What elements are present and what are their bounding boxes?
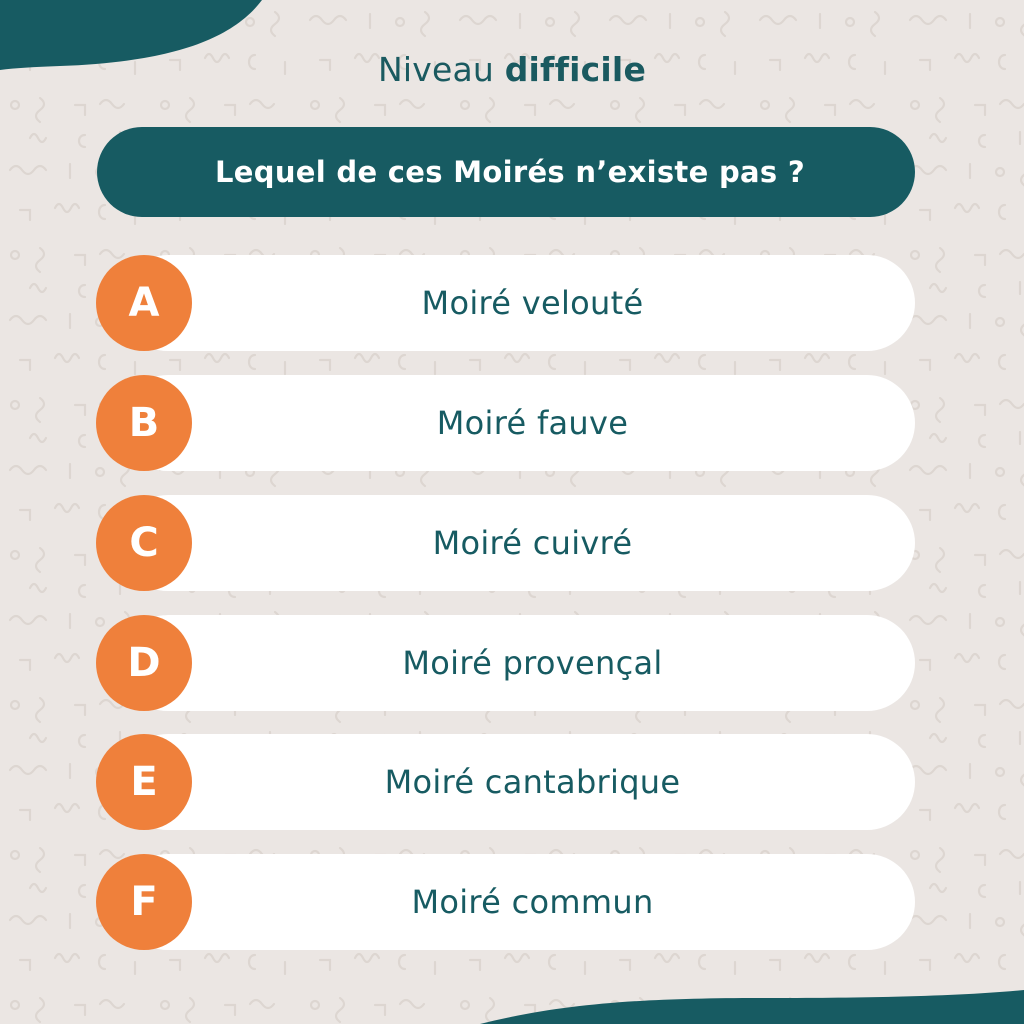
answer-option-f[interactable] (120, 854, 915, 950)
answer-letter-badge-a[interactable]: A (96, 255, 192, 351)
answer-option-label: Moiré provençal (402, 644, 663, 682)
answer-letter-badge-b[interactable]: B (96, 375, 192, 471)
question-text: Lequel de ces Moirés n’existe pas ? (215, 155, 805, 189)
answer-option-b[interactable] (120, 375, 915, 471)
answer-option-a[interactable] (120, 255, 915, 351)
question-banner (97, 127, 915, 217)
answer-option-label: Moiré commun (411, 883, 654, 921)
difficulty-level-heading (0, 50, 1024, 89)
answer-option-label: Moiré fauve (436, 404, 629, 442)
answer-letter-badge-f[interactable]: F (96, 854, 192, 950)
level-value: difficile (504, 50, 647, 89)
answer-letter-badge-d[interactable]: D (96, 615, 192, 711)
answer-letter-badge-e[interactable]: E (96, 734, 192, 830)
answer-letter-badge-c[interactable]: C (96, 495, 192, 591)
level-prefix: Niveau (377, 50, 494, 89)
answer-option-e[interactable] (120, 734, 915, 830)
answer-option-c[interactable] (120, 495, 915, 591)
answer-option-label: Moiré cantabrique (384, 763, 681, 801)
answer-option-d[interactable] (120, 615, 915, 711)
answer-option-label: Moiré cuivré (432, 524, 633, 562)
answer-option-label: Moiré velouté (421, 284, 644, 322)
